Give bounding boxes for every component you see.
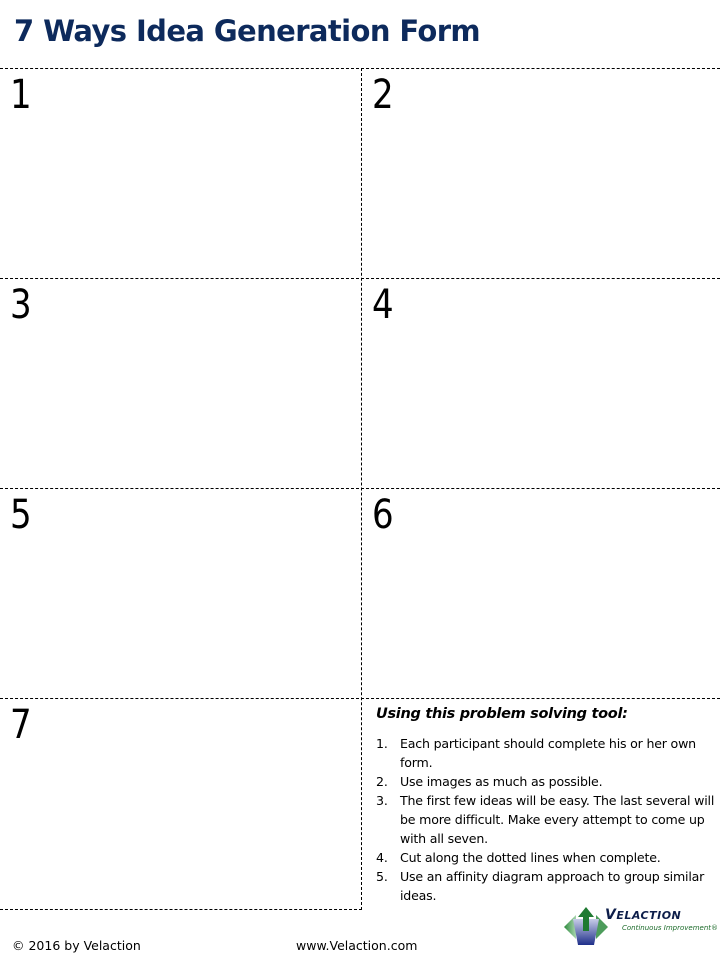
idea-cell-5[interactable] <box>0 489 360 697</box>
instructions-panel <box>376 706 716 905</box>
instruction-number: 3. <box>376 793 388 808</box>
instruction-text: Each participant should complete his or her own form. <box>400 736 696 770</box>
velaction-logo <box>562 905 717 950</box>
idea-cell-4[interactable] <box>362 279 720 487</box>
instruction-item <box>376 734 716 772</box>
website-link[interactable]: www.Velaction.com <box>296 938 418 953</box>
instruction-text: Use an affinity diagram approach to group similar ideas. <box>400 869 705 903</box>
instruction-item <box>376 848 716 867</box>
instruction-number: 1. <box>376 736 388 751</box>
instruction-number: 5. <box>376 869 388 884</box>
instruction-number: 4. <box>376 850 388 865</box>
instruction-text: Use images as much as possible. <box>400 774 603 789</box>
instruction-item <box>376 867 716 905</box>
instructions-heading: Using this problem solving tool: <box>376 706 628 722</box>
cell-number: 3 <box>10 282 32 328</box>
idea-cell-2[interactable] <box>362 69 720 277</box>
idea-cell-1[interactable] <box>0 69 360 277</box>
instruction-number: 2. <box>376 774 388 789</box>
instruction-item <box>376 791 716 848</box>
cell-number: 7 <box>10 702 32 748</box>
instruction-text: Cut along the dotted lines when complete. <box>400 850 661 865</box>
idea-cell-7[interactable] <box>0 699 360 908</box>
page-title: 7 Ways Idea Generation Form <box>14 14 481 48</box>
cell-number: 1 <box>10 72 32 118</box>
logo-name: VELACTION <box>605 907 682 923</box>
velaction-logo-icon <box>562 905 610 950</box>
cell-number: 2 <box>372 72 394 118</box>
cell-number: 4 <box>372 282 394 328</box>
cell-number: 6 <box>372 492 394 538</box>
idea-cell-3[interactable] <box>0 279 360 487</box>
instruction-text: The first few ideas will be easy. The last several will be more difficult. Make every attempt to come up with all seven. <box>400 793 715 846</box>
idea-cell-6[interactable] <box>362 489 720 697</box>
copyright-text: © 2016 by Velaction <box>12 938 141 953</box>
cut-line-bottom <box>0 909 362 910</box>
logo-tagline: Continuous Improvement® <box>622 924 719 932</box>
cell-number: 5 <box>10 492 32 538</box>
instructions-list <box>376 734 716 905</box>
instruction-item <box>376 772 716 791</box>
